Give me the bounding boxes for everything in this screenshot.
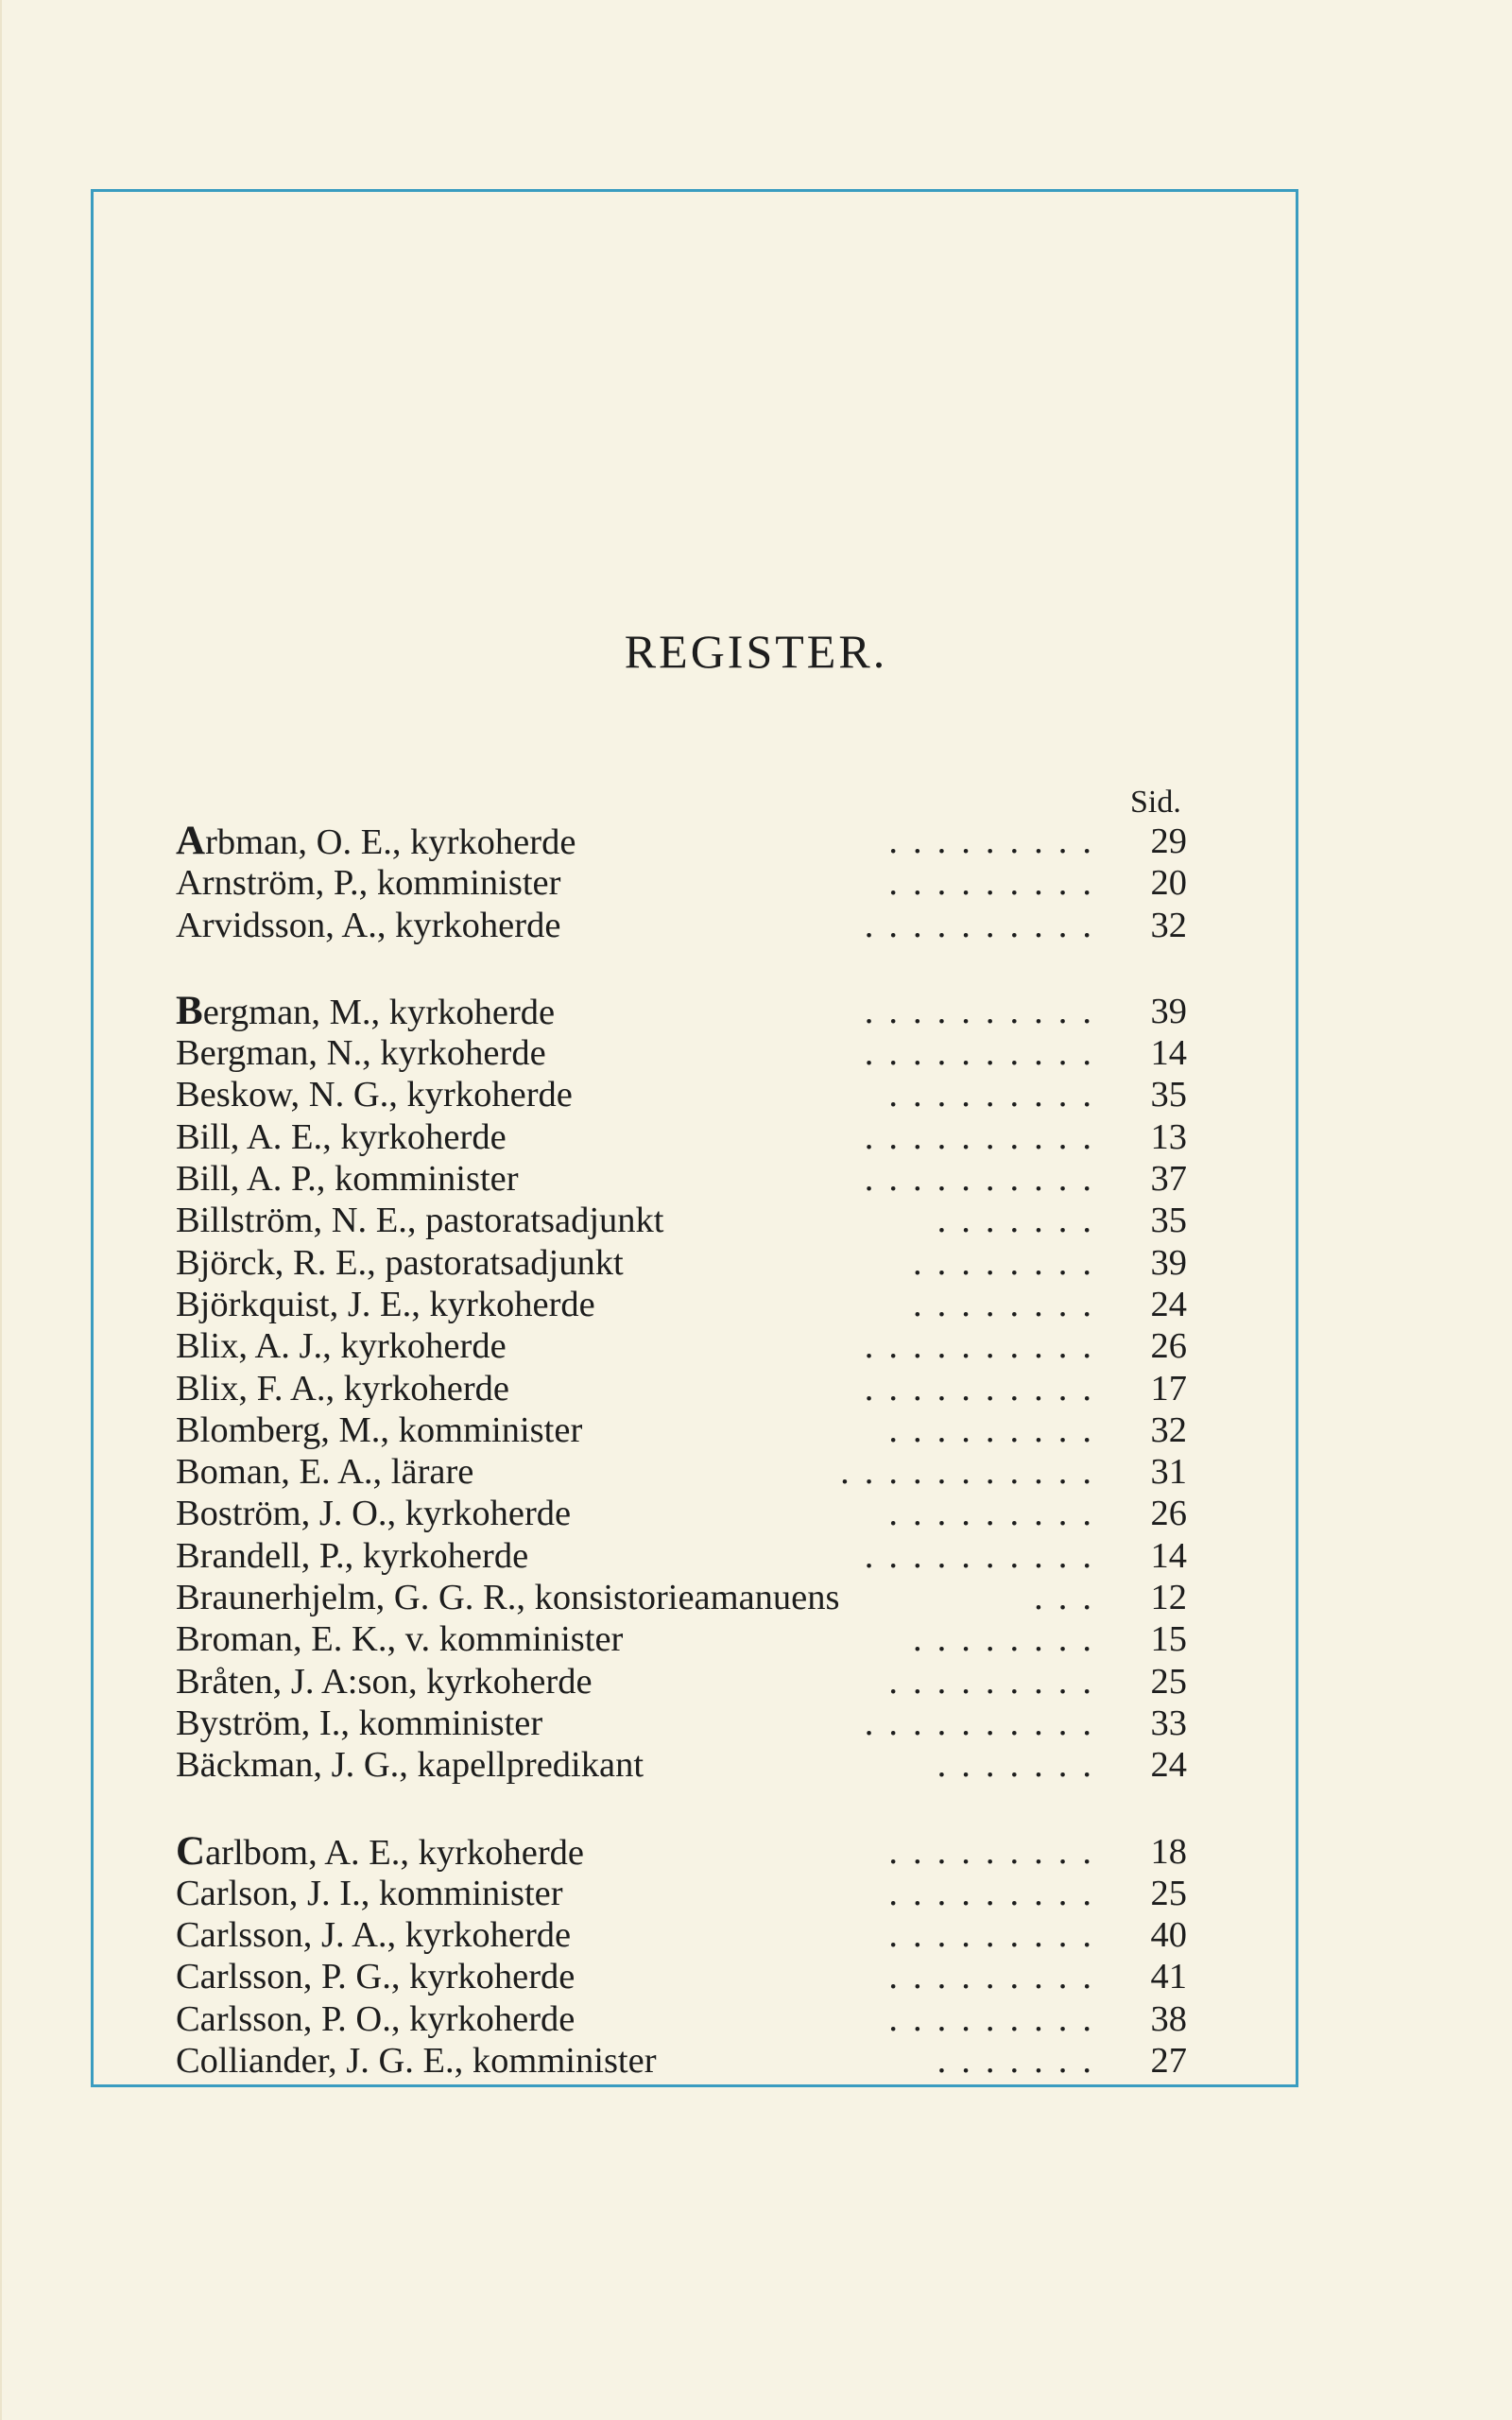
- entry-text: Colliander, J. G. E., komminister: [176, 2041, 657, 2082]
- register-entry: [176, 1618, 1187, 1660]
- entry-page-number: 40: [1150, 1915, 1187, 1956]
- entry-text: Carlsson, J. A., kyrkoherde: [176, 1915, 572, 1956]
- dot-leader: .........: [888, 1661, 1107, 1702]
- entry-page-number: 17: [1150, 1368, 1187, 1409]
- entry-text: ergman, M., kyrkoherde: [202, 992, 556, 1032]
- entry-page-number: 27: [1150, 2041, 1187, 2082]
- entry-page-number: 15: [1150, 1619, 1187, 1660]
- entry-page-number: 37: [1150, 1159, 1187, 1200]
- entry-page-number: 32: [1150, 905, 1187, 945]
- register-entry: [176, 1956, 1187, 1997]
- entry-page-number: 24: [1150, 1284, 1187, 1324]
- entry-text: Bergman, N., kyrkoherde: [176, 1033, 546, 1074]
- register-entry: [176, 1368, 1187, 1409]
- entry-page-number: 32: [1150, 1409, 1187, 1450]
- entry-name: [176, 1368, 509, 1409]
- dot-leader: ..........: [864, 1535, 1107, 1576]
- entry-name: [176, 1535, 528, 1577]
- register-entry: [176, 1873, 1187, 1914]
- register-entry: [176, 1284, 1187, 1325]
- dot-leader: .........: [888, 863, 1107, 904]
- entry-text: Björkquist, J. E., kyrkoherde: [176, 1284, 595, 1324]
- dot-leader: ........: [913, 1284, 1107, 1324]
- entry-text: Byström, I., komminister: [176, 1703, 543, 1743]
- register-group: [176, 988, 1187, 1787]
- register-entry: [176, 1703, 1187, 1744]
- register-entry: [176, 1744, 1187, 1786]
- register-entry: [176, 1535, 1187, 1577]
- register-entry: [176, 1661, 1187, 1703]
- entry-page-number: 31: [1150, 1452, 1187, 1493]
- register-entry: [176, 2040, 1187, 2082]
- entry-text: Braunerhjelm, G. G. R., konsistorieamanuens: [176, 1578, 840, 1618]
- register-entry: [176, 1577, 1187, 1618]
- register-entry: [176, 1242, 1187, 1284]
- entry-name: [176, 1325, 507, 1367]
- entry-text: Beskow, N. G., kyrkoherde: [176, 1075, 573, 1115]
- entry-name: [176, 1116, 507, 1158]
- entry-name: [176, 821, 576, 863]
- register-entry: [176, 1828, 1187, 1874]
- entry-text: Carlson, J. I., komminister: [176, 1873, 563, 1913]
- entry-text: Carlsson, P. O., kyrkoherde: [176, 1998, 576, 2039]
- entry-page-number: 14: [1150, 1535, 1187, 1576]
- entry-page-number: 25: [1150, 1661, 1187, 1702]
- register-entry: [176, 1914, 1187, 1956]
- register-entry: [176, 1032, 1187, 1074]
- entry-page-number: 26: [1150, 1494, 1187, 1534]
- register-entry: [176, 1998, 1187, 2040]
- register-entry: [176, 1116, 1187, 1158]
- dot-leader: ..........: [864, 1703, 1107, 1743]
- dot-leader: .........: [888, 821, 1107, 861]
- dot-leader: ..........: [864, 1159, 1107, 1200]
- entry-name: [176, 988, 556, 1033]
- entry-text: rbman, O. E., kyrkoherde: [205, 822, 576, 862]
- entry-name: [176, 1493, 571, 1534]
- entry-page-number: 35: [1150, 1201, 1187, 1241]
- entry-name: [176, 1284, 595, 1325]
- dot-leader: .........: [888, 1957, 1107, 1997]
- entry-text: Broman, E. K., v. komminister: [176, 1619, 624, 1660]
- dot-leader: ...........: [840, 1452, 1107, 1493]
- register-index: [176, 821, 1187, 2126]
- entry-name: [176, 905, 560, 946]
- entry-page-number: 18: [1150, 1831, 1187, 1872]
- entry-text: Arvidsson, A., kyrkoherde: [176, 905, 561, 945]
- dot-leader: ..........: [864, 991, 1107, 1031]
- entry-text: Blomberg, M., komminister: [176, 1409, 583, 1450]
- dot-leader: ..........: [864, 905, 1107, 945]
- entry-name: [176, 862, 560, 904]
- register-entry: [176, 1493, 1187, 1534]
- entry-text: Björck, R. E., pastoratsadjunkt: [176, 1242, 624, 1283]
- entry-text: Boman, E. A., lärare: [176, 1452, 474, 1493]
- entry-page-number: 38: [1150, 1998, 1187, 2039]
- dot-leader: .........: [888, 1075, 1107, 1115]
- register-entry: [176, 862, 1187, 904]
- entry-text: Boström, J. O., kyrkoherde: [176, 1494, 572, 1534]
- register-entry: [176, 1325, 1187, 1367]
- dot-leader: .......: [936, 1201, 1107, 1241]
- entry-name: [176, 1873, 563, 1914]
- entry-text: Arnström, P., komminister: [176, 863, 561, 904]
- dot-leader: .......: [936, 1745, 1107, 1786]
- register-group: [176, 821, 1187, 946]
- dot-leader: .........: [888, 1831, 1107, 1872]
- dot-leader: ........: [913, 1242, 1107, 1283]
- register-group: [176, 1828, 1187, 2083]
- entry-text: Bill, A. E., kyrkoherde: [176, 1116, 507, 1157]
- entry-page-number: 20: [1150, 863, 1187, 904]
- entry-text: arlbom, A. E., kyrkoherde: [205, 1832, 585, 1873]
- dot-leader: .......: [936, 2041, 1107, 2082]
- entry-name: [176, 1661, 593, 1703]
- dot-leader: .........: [888, 1998, 1107, 2039]
- entry-initial: B: [176, 988, 203, 1033]
- entry-page-number: 12: [1150, 1578, 1187, 1618]
- dot-leader: .........: [888, 1873, 1107, 1913]
- register-entry: [176, 1409, 1187, 1451]
- entry-name: [176, 1914, 571, 1956]
- entry-text: Bråten, J. A:son, kyrkoherde: [176, 1661, 593, 1702]
- entry-name: [176, 2040, 657, 2082]
- entry-page-number: 41: [1150, 1957, 1187, 1997]
- entry-name: [176, 1032, 546, 1074]
- dot-leader: ..........: [864, 1326, 1107, 1367]
- entry-page-number: 13: [1150, 1116, 1187, 1157]
- entry-page-number: 26: [1150, 1326, 1187, 1367]
- entry-initial: C: [176, 1828, 206, 1874]
- entry-page-number: 35: [1150, 1075, 1187, 1115]
- entry-page-number: 25: [1150, 1873, 1187, 1913]
- entry-name: [176, 1828, 585, 1874]
- register-entry: [176, 1158, 1187, 1200]
- entry-name: [176, 1703, 542, 1744]
- page-title: REGISTER.: [624, 625, 888, 678]
- dot-leader: ..........: [864, 1033, 1107, 1074]
- entry-name: [176, 1998, 575, 2040]
- entry-text: Blix, A. J., kyrkoherde: [176, 1326, 507, 1367]
- dot-leader: ........: [913, 1619, 1107, 1660]
- dot-leader: ..........: [864, 1116, 1107, 1157]
- register-entry: [176, 988, 1187, 1033]
- entry-name: [176, 1242, 624, 1284]
- register-entry: [176, 821, 1187, 862]
- entry-page-number: 33: [1150, 1703, 1187, 1743]
- entry-name: [176, 1158, 519, 1200]
- dot-leader: .........: [888, 1494, 1107, 1534]
- register-entry: [176, 1200, 1187, 1241]
- dot-leader: ..........: [864, 1368, 1107, 1409]
- page-column-header: Sid.: [1130, 785, 1181, 820]
- entry-text: Blix, F. A., kyrkoherde: [176, 1368, 510, 1409]
- register-entry: [176, 905, 1187, 946]
- entry-text: Brandell, P., kyrkoherde: [176, 1535, 529, 1576]
- entry-name: [176, 1577, 840, 1618]
- entry-page-number: 24: [1150, 1745, 1187, 1786]
- entry-name: [176, 1451, 473, 1493]
- entry-text: Billström, N. E., pastoratsadjunkt: [176, 1201, 664, 1241]
- dot-leader: ...: [1034, 1578, 1107, 1618]
- entry-initial: A: [176, 819, 206, 863]
- entry-name: [176, 1074, 573, 1115]
- register-entry: [176, 1074, 1187, 1115]
- entry-page-number: 39: [1150, 991, 1187, 1031]
- register-entry: [176, 1451, 1187, 1493]
- dot-leader: .........: [888, 1409, 1107, 1450]
- dot-leader: .........: [888, 1915, 1107, 1956]
- entry-name: [176, 1956, 575, 1997]
- entry-page-number: 29: [1150, 821, 1187, 861]
- entry-text: Bäckman, J. G., kapellpredikant: [176, 1745, 644, 1786]
- entry-name: [176, 1409, 582, 1451]
- entry-page-number: 14: [1150, 1033, 1187, 1074]
- entry-name: [176, 1618, 623, 1660]
- entry-name: [176, 1744, 644, 1786]
- entry-page-number: 39: [1150, 1242, 1187, 1283]
- entry-name: [176, 1200, 664, 1241]
- entry-text: Carlsson, P. G., kyrkoherde: [176, 1957, 576, 1997]
- entry-text: Bill, A. P., komminister: [176, 1159, 519, 1200]
